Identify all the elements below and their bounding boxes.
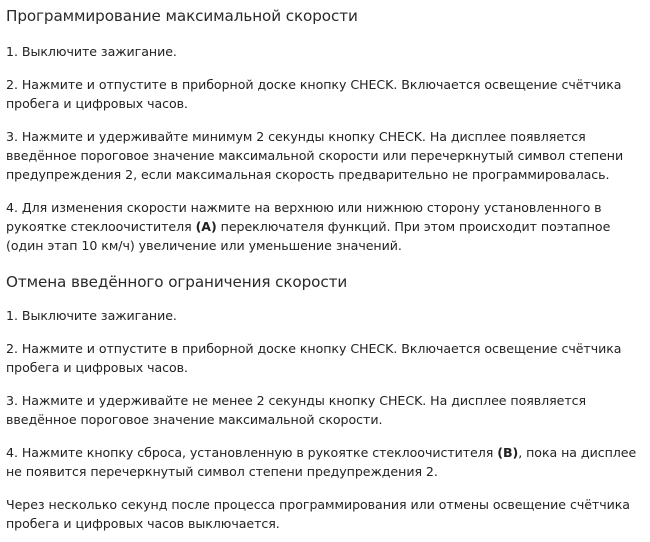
cancel-step-4-text-end: , пока на дисплее не появится перечеркнутый символ степени предупреждения 2. [6, 445, 637, 479]
step-2: 2. Нажмите и отпустите в приборной доске кнопку CHECK. Включается освещение счётчика пробега и цифровых часов. [6, 77, 622, 111]
cancel-step-1: 1. Выключите зажигание. [6, 308, 177, 323]
step-3: 3. Нажмите и удерживайте минимум 2 секунды кнопку CHECK. На дисплее появляется введённое пороговое значение максимальной скорости или перечеркнутый символ степени предупреждения 2, если максимальная скорость предварительно не программировалась. [6, 129, 624, 182]
cancel-step-4 [6, 443, 646, 481]
section-heading-cancel: Отмена введённого ограничения скорости [6, 273, 348, 291]
article [6, 6, 646, 533]
section-heading-programming: Программирование максимальной скорости [6, 7, 358, 25]
cancel-step-3: 3. Нажмите и удерживайте не менее 2 секунды кнопку CHECK. На дисплее появляется введённое пороговое значение максимальной скорости. [6, 393, 587, 427]
switch-label-a: (A) [195, 219, 217, 234]
closing-note: Через несколько секунд после процесса программирования или отмены освещение счётчика пробега и цифровых часов выключается. [6, 497, 630, 531]
cancel-step-4-text-start: 4. Нажмите кнопку сброса, установленную в рукоятке стеклоочистителя [6, 445, 498, 460]
step-4 [6, 198, 646, 255]
step-4-text-start: 4. Для изменения скорости нажмите на верхнюю или нижнюю сторону установленного в рукоятке стеклоочистителя [6, 200, 602, 234]
step-4-text-end: переключателя функций. При этом происходит поэтапное (один этап 10 км/ч) увеличение или уменьшение значений. [6, 219, 611, 253]
cancel-step-2: 2. Нажмите и отпустите в приборной доске кнопку CHECK. Включается освещение счётчика пробега и цифровых часов. [6, 341, 622, 375]
button-label-b: (B) [497, 445, 519, 460]
step-1: 1. Выключите зажигание. [6, 44, 177, 59]
